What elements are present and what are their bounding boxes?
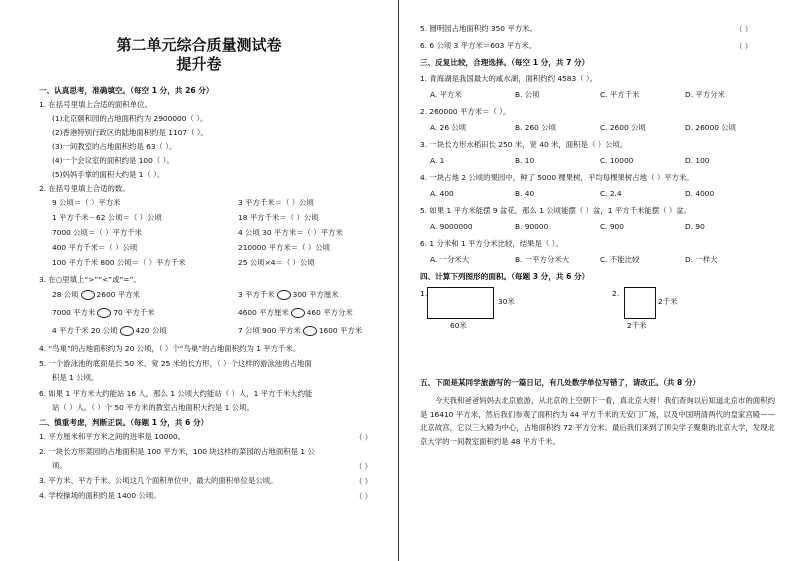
answer-paren[interactable]: （ ） [355,477,373,486]
choice-option[interactable]: D. 一样大 [685,255,718,264]
choice-option[interactable]: A. 400 [430,189,454,198]
judge-item: 3. 平方米、平方千米、公顷这几个面积单位中，最大的面积单位是公顷。 [39,476,278,485]
choice-question: 1. 青海湖是我国最大的咸水湖，面积约约 4583（ ）。 [420,74,598,83]
choice-question: 3. 一块长方形水稻田长 250 米，宽 40 米，面积是（ ）公顷。 [420,140,628,149]
diary-paragraph: 今天我和爸爸妈妈去北京旅游，从北京的上空朝下一看，真北京大呀！我们查询以后知道北京市的面积约是 16410 平方米，然后我们参观了面积约为 44 平方千米的天安门广场，以及中国明清两代的皇家宫殿——北京故宫，它以三大殿为中心，占地面积约 72 平方分米。最后我们来到了顶尖学子聚集的北京大学，发现北京大学的一间教室面积约是 48 平方千米。 [420,396,775,446]
compare-circle[interactable] [277,290,291,300]
choice-option[interactable]: C. 2600 公顷 [600,123,646,132]
choice-option[interactable]: C. 不能比较 [600,255,640,264]
choice-question: 4. 一块占地 2 公顷的果园中，种了 5000 棵果树，平均每棵果树占地（ ）平方米。 [420,173,694,182]
choice-option[interactable]: B. 公顷 [515,90,540,99]
choice-option[interactable]: A. 9000000 [430,222,473,231]
question-6-line1: 6. 如果 1 平方米大约能站 16 人，那么 1 公顷大约能站（ ）人，1 平方千米大约能 [39,389,313,398]
page-title: 第二单元综合质量测试卷 [116,36,282,54]
question-5-line2: 积是 1 公顷。 [52,373,99,382]
conversion-cell: 4 公顷 30 平方米＝（ ）平方米 [238,228,343,237]
compare-circle[interactable] [120,326,134,336]
choice-option[interactable]: B. 10 [515,156,535,165]
choice-option[interactable]: D. 平方分米 [685,90,725,99]
section-2-heading: 二、慎重考虑，判断正误。（每题 1 分，共 6 分） [39,418,209,427]
page-subtitle: 提升卷 [176,55,222,73]
choice-option[interactable]: B. 260 公顷 [515,123,557,132]
judge-item: 1. 平方厘米和平方米之间的进率是 10000。 [39,432,186,441]
judge-item: 5. 圆明园占地面积约 350 平方米。 [420,24,537,33]
conversion-cell: 9 公顷＝（ ）平方米 [52,198,121,207]
judge-item: 4. 学校操场的面积约是 1400 公顷。 [39,491,161,500]
choice-option[interactable]: D. 26000 公顷 [685,123,737,132]
compare-cell: 3 平方千米 300 平方厘米 [238,290,339,299]
question-1a: (1)北京颐和园的占地面积约为 2900000（ ）。 [52,114,208,123]
compare-circle[interactable] [97,308,111,318]
question-2: 2. 在括号里填上合适的数。 [39,184,130,193]
figure-1-side-label: 30米 [498,297,515,306]
section-5-heading: 五、下面是某同学旅游写的一篇日记，有几处数学单位写错了，请改正。（共 8 分） [420,378,701,387]
answer-paren[interactable]: （ ） [355,462,373,471]
choice-option[interactable]: C. 10000 [600,156,634,165]
conversion-cell: 400 平方千米＝（ ）公顷 [52,243,138,252]
column-divider [398,0,399,561]
question-4: 4. “鸟巢”的占地面积约为 20 公顷，（ ）个“鸟巢”的占地面积约为 1 平方千米。 [39,344,301,353]
choice-option[interactable]: C. 2.4 [600,189,622,198]
conversion-cell: 100 平方千米 800 公顷＝（ ）平方千米 [52,258,186,267]
question-1: 1. 在括号里填上合适的面积单位。 [39,100,152,109]
compare-circle[interactable] [81,290,95,300]
choice-question: 6. 1 分米和 1 平方分米比较，结果是（ ）。 [420,239,563,248]
choice-option[interactable]: B. 40 [515,189,535,198]
compare-cell: 7000 平方米 70 平方千米 [52,308,155,317]
compare-cell: 4600 平方厘米 460 平方分米 [238,308,353,317]
choice-option[interactable]: D. 100 [685,156,710,165]
answer-paren[interactable]: （ ） [355,492,373,501]
conversion-cell: 3 平方千米＝（ ）公顷 [238,198,314,207]
compare-cell: 4 平方千米 20 公顷 420 公顷 [52,326,167,335]
section-3-heading: 三、反复比较，合理选择。（每空 1 分，共 7 分） [420,58,590,67]
section-4-heading: 四、计算下列图形的面积。（每题 3 分，共 6 分） [420,272,590,281]
choice-option[interactable]: A. 一分米大 [430,255,470,264]
answer-paren[interactable]: （ ） [735,42,753,51]
question-3: 3. 在○里填上“>”“<”或“=”。 [39,275,141,284]
answer-paren[interactable]: （ ） [355,433,373,442]
question-1d: (4)一个会议室的面积约是 100（ ）。 [52,156,174,165]
conversion-cell: 210000 平方米＝（ ）公顷 [238,243,331,252]
choice-option[interactable]: C. 900 [600,222,624,231]
figure-2-number: 2. [612,289,620,298]
question-1e: (5)妈妈手掌的面积大约是 1（ ）。 [52,170,165,179]
judge-item: 2. 一块长方形菜园的占地面积是 100 平方米，100 块这样的菜园的占地面积是 1 公 [39,447,315,456]
figure-1-rectangle [427,287,494,319]
conversion-cell: 7000 公顷＝（ ）平方千米 [52,228,143,237]
question-6-line2: 站（ ）人。（ ）个 50 平方米的教室占地面积大约是 1 公顷。 [52,403,254,412]
choice-option[interactable]: D. 90 [685,222,705,231]
compare-cell: 28 公顷 2600 平方米 [52,290,140,299]
choice-option[interactable]: A. 1 [430,156,445,165]
compare-circle[interactable] [303,326,317,336]
conversion-cell: 18 平方千米＝（ ）公顷 [238,213,319,222]
judge-item: 6. 6 公顷 3 平方米＝603 平方米。 [420,41,537,50]
choice-option[interactable]: D. 4000 [685,189,715,198]
choice-option[interactable]: B. 一平方分米大 [515,255,570,264]
choice-option[interactable]: B. 90000 [515,222,549,231]
figure-2-square [624,287,656,319]
conversion-cell: 1 平方千米－62 公顷＝（ ）公顷 [52,213,162,222]
judge-item-cont: 顷。 [52,461,67,470]
question-1b: (2)香港特别行政区的陆地面积约是 1107（ ）。 [52,128,208,137]
choice-question: 2. 260000 平方米＝（ ）。 [420,107,511,116]
choice-option[interactable]: A. 26 公顷 [430,123,467,132]
conversion-cell: 25 公顷×4＝（ ）公顷 [238,258,315,267]
choice-option[interactable]: C. 平方千米 [600,90,640,99]
question-5-line1: 5. 一个游泳池的底面是长 50 米、宽 25 米的长方形，（ ）个这样的游泳池的占地面 [39,359,312,368]
figure-2-bottom-label: 2千米 [627,321,647,330]
answer-paren[interactable]: （ ） [735,25,753,34]
compare-circle[interactable] [291,308,305,318]
figure-2-side-label: 2千米 [658,297,678,306]
choice-option[interactable]: A. 平方米 [430,90,462,99]
compare-cell: 7 公顷 900 平方米 1600 平方米 [238,326,363,335]
choice-question: 5. 如果 1 平方米能摆 9 盆花，那么 1 公顷能摆（ ）盆，1 平方千米能摆（ ）盆。 [420,206,692,215]
figure-1-bottom-label: 60米 [450,321,467,330]
question-1c: (3)一间教室的占地面积约是 63（ ）。 [52,142,177,151]
section-1-heading: 一、认真思考，准确填空。（每空 1 分，共 26 分） [39,86,214,95]
figure-1-number: 1. [420,289,428,298]
